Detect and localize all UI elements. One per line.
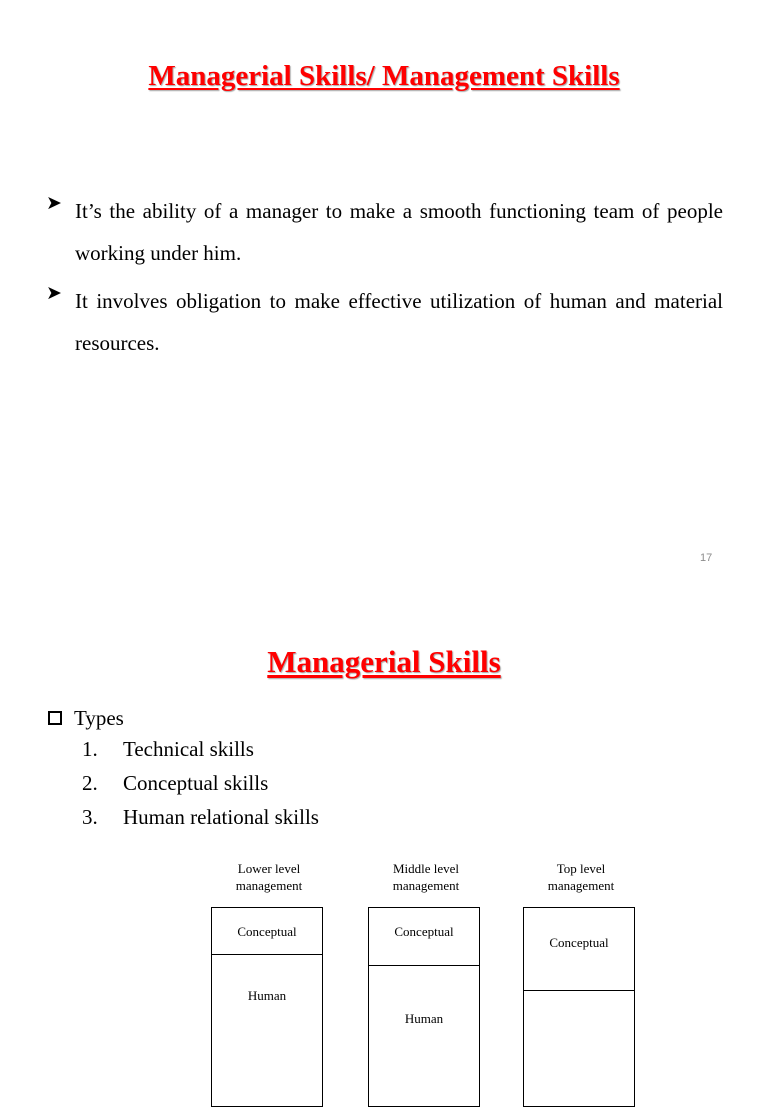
list-item (82, 766, 319, 800)
types-heading-text: Types (74, 705, 124, 730)
section-conceptual: Conceptual (549, 935, 609, 950)
top-level-column (523, 860, 639, 950)
list-label: Technical skills (123, 737, 254, 761)
lower-level-column (211, 860, 327, 1003)
slide-number: 17 (700, 552, 713, 564)
section-divider (212, 954, 322, 955)
section-conceptual: Conceptual (237, 924, 297, 939)
types-list (82, 732, 319, 834)
skills-box (523, 907, 635, 1107)
checkbox-bullet-icon (48, 711, 62, 725)
section-human: Human (404, 1011, 444, 1026)
list-item (82, 800, 319, 834)
column-label: Top level management (547, 861, 615, 893)
bullet-text: It involves obligation to make effective utilization of human and material resources. (75, 289, 723, 355)
column-label: Lower level management (235, 861, 303, 893)
list-number: 3. (82, 805, 98, 829)
slide-18 (0, 580, 768, 1024)
skills-diagram (0, 860, 768, 1030)
arrow-bullet-icon: ➤ (46, 282, 62, 304)
slide-title: Managerial Skills (267, 644, 501, 679)
column-label: Middle level management (392, 861, 460, 893)
section-divider (369, 965, 479, 966)
skills-box (211, 907, 323, 1107)
types-heading (48, 704, 319, 732)
skills-box (368, 907, 480, 1107)
slide-title: Managerial Skills/ Management Skills (148, 60, 620, 92)
list-number: 2. (82, 771, 98, 795)
list-item (82, 732, 319, 766)
arrow-bullet-icon: ➤ (46, 192, 62, 214)
bullet-item (46, 190, 723, 274)
middle-level-column (368, 860, 484, 1026)
section-conceptual: Conceptual (394, 924, 454, 939)
list-label: Human relational skills (123, 805, 319, 829)
section-divider (524, 990, 634, 991)
bullet-text: It’s the ability of a manager to make a smooth functioning team of people working under him. (75, 199, 723, 265)
section-human: Human (247, 988, 287, 1003)
bullet-list (46, 190, 723, 370)
bullet-item (46, 280, 723, 364)
types-section (48, 704, 319, 834)
list-number: 1. (82, 737, 98, 761)
list-label: Conceptual skills (123, 771, 269, 795)
